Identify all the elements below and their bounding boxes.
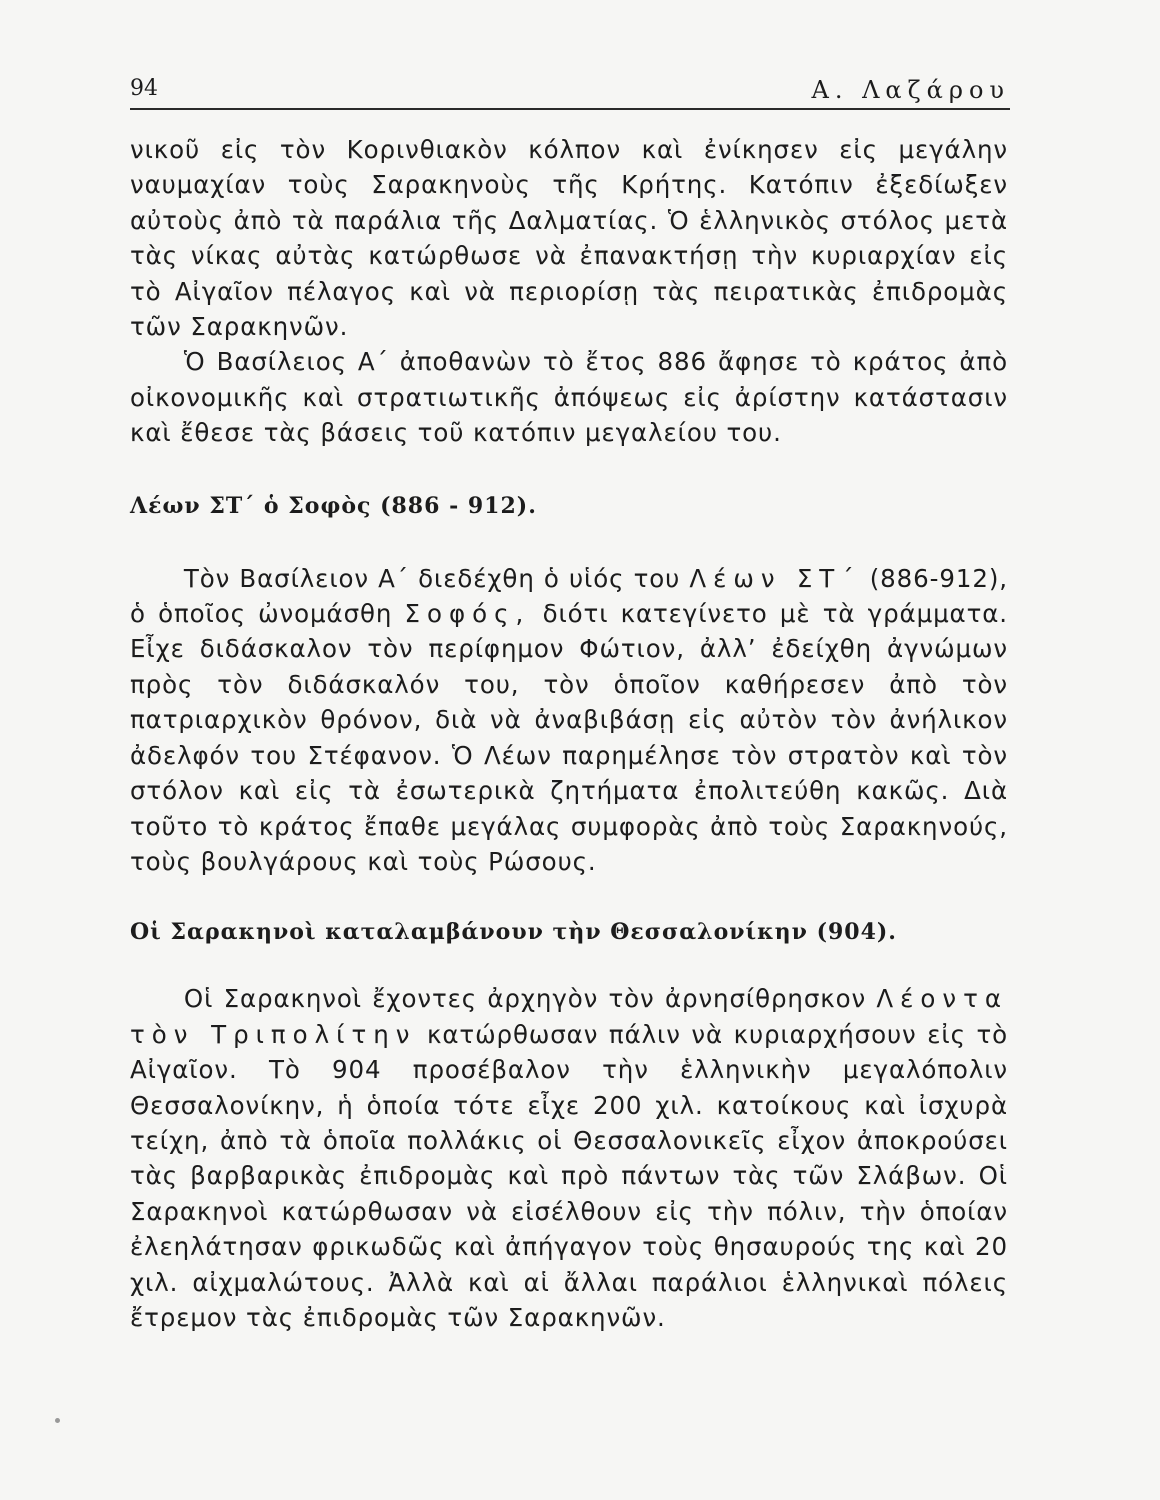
page-header [130,72,1010,110]
paragraph-thessaloniki [130,981,1008,1335]
body-text [130,132,1008,1335]
paragraph-leo-vi [130,561,1008,880]
paragraph-leo-text-2: (886-912), ὁ ὁποῖος ὠνομάσθη [130,563,1008,629]
section-heading-thessaloniki: Οἱ Σαρακηνοὶ καταλαμβάνουν τὴν Θεσσαλονίκην (904). [130,919,897,946]
page-number: 94 [130,76,158,101]
emphasized-name-sofos: Σοφός, [404,599,531,629]
running-head-author: Α. Λαζάρου [811,76,1010,104]
paragraph-thess-text-1: Οἱ Σαρακηνοὶ ἔχοντες ἀρχηγὸν τὸν ἀρνησίθρησκον [183,984,877,1014]
emphasized-name-leo-tripolitis: Λέοντα τὸν Τριπολίτην [130,984,1008,1049]
paper-speck [55,1418,60,1423]
section-heading-leo-vi: Λέων ΣΤ΄ ὁ Σοφὸς (886 - 912). [130,492,537,519]
paragraph-basil-death: Ὁ Βασίλειος Α΄ ἀποθανὼν τὸ ἔτος 886 ἄφησε τὸ κράτος ἀπὸ οἰκονομικῆς καὶ στρατιωτικῆς ἀπόψεως εἰς ἀρίστην κατάστασιν καὶ ἔθεσε τὰς βάσεις τοῦ κατόπιν μεγαλείου του. [130,347,1008,448]
emphasized-name-leon: Λέων ΣΤ΄ [689,563,861,593]
paragraph-leo-text-1: Τὸν Βασίλειον Α΄ διεδέχθη ὁ υἱός του [183,563,690,593]
paragraph-leo-text-3: διότι κατεγίνετο μὲ τὰ γράμματα. Εἶχε διδάσκαλον τὸν περίφημον Φώτιον, ἀλλ’ ἐδείχθη ἀγνώμων πρὸς τὸν διδάσκαλόν του, τὸν ὁποῖον καθήρεσεν ἀπὸ τὸν πατριαρχικὸν θρόνον, διὰ νὰ ἀναβιβάσῃ εἰς αὐτὸν τὸν ἀνήλικον ἀδελφόν του Στέφανον. Ὁ Λέων παρημέλησε τὸν στρατὸν καὶ τὸν στόλον καὶ εἰς τὰ ἐσωτερικὰ ζητήματα ἐπολιτεύθη κακῶς. Διὰ τοῦτο τὸ κράτος ἔπαθε μεγάλας συμφορὰς ἀπὸ τοὺς Σαρακηνούς, τοὺς βουλγάρους καὶ τοὺς Ρώσους. [130,599,1008,876]
paragraph-thess-text-2: κατώρθωσαν πάλιν νὰ κυριαρχήσουν εἰς τὸ Αἰγαῖον. Τὸ 904 προσέβαλον τὴν ἑλληνικὴν μεγαλόπολιν Θεσσαλονίκην, ἡ ὁποία τότε εἶχε 200 χιλ. κατοίκους καὶ ἰσχυρὰ τείχη, ἀπὸ τὰ ὁποῖα πολλάκις οἱ Θεσσαλονικεῖς εἶχον ἀποκρούσει τὰς βαρβαρικὰς ἐπιδρομὰς καὶ πρὸ πάντων τὰς τῶν Σλάβων. Οἱ Σαρακηνοὶ κατώρθωσαν νὰ εἰσέλθουν εἰς τὴν πόλιν, τὴν ὁποίαν ἐλεηλάτησαν φρικωδῶς καὶ ἀπήγαγον τοὺς θησαυρούς της καὶ 20 χιλ. αἰχμαλώτους. Ἀλλὰ καὶ αἱ ἄλλαι παράλιοι ἑλληνικαὶ πόλεις ἔτρεμον τὰς ἐπιδρομὰς τῶν Σαρακηνῶν. [130,1019,1008,1332]
paragraph-continued: νικοῦ εἰς τὸν Κορινθιακὸν κόλπον καὶ ἐνίκησεν εἰς μεγάλην ναυμαχίαν τοὺς Σαρακηνοὺς τῆς Κρήτης. Κατόπιν ἐξεδίωξεν αὐτοὺς ἀπὸ τὰ παράλια τῆς Δαλματίας. Ὁ ἑλληνικὸς στόλος μετὰ τὰς νίκας αὐτὰς κατώρθωσε νὰ ἐπανακτήσῃ τὴν κυριαρχίαν εἰς τὸ Αἰγαῖον πέλαγος καὶ νὰ περιορίσῃ τὰς πειρατικὰς ἐπιδρομὰς τῶν Σαρακηνῶν. [130,135,1008,342]
